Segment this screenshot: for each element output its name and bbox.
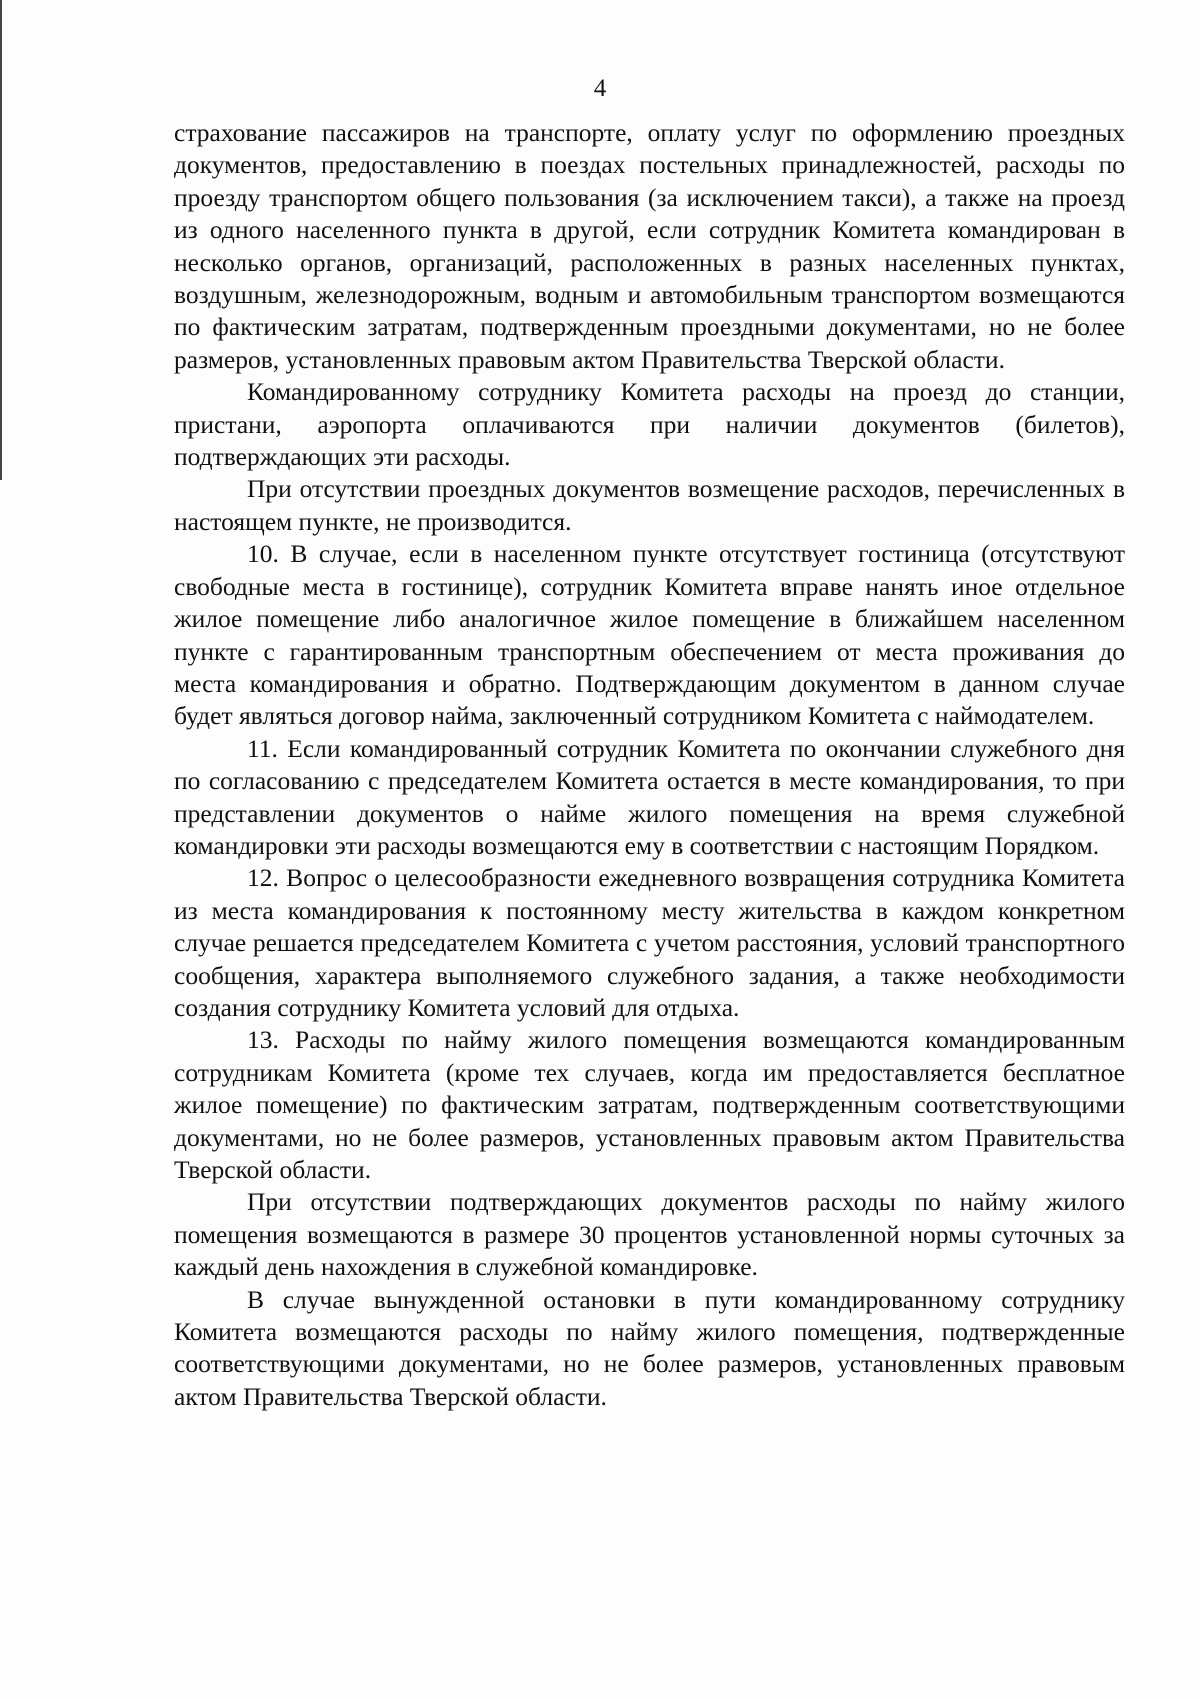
document-body <box>174 117 1125 1413</box>
scan-edge-line <box>0 0 2 480</box>
paragraph-station-travel: Командированному сотруднику Комитета расходы на проезд до станции, пристани, аэропорта оплачиваются при наличии документов (билетов), подтверждающих эти расходы. <box>174 377 1125 472</box>
paragraph-transport-expenses: страхование пассажиров на транспорте, оплату услуг по оформлению проездных документов, предоставлению в поездах постельных принадлежностей, расходы по проезду транспортом общего пользования (за исключением такси), а также на проезд из одного населенного пункта в другой, если сотрудник Комитета командирован в несколько органов, организаций, расположенных в разных населенных пунктах, воздушным, железнодорожным, водным и автомобильным транспортом возмещаются по фактическим затратам, подтвержденным проездными документами, но не более размеров, установленных правовым актом Правительства Тверской области. <box>174 118 1125 374</box>
paragraph-no-documents: При отсутствии проездных документов возмещение расходов, перечисленных в настоящем пункте, не производится. <box>174 474 1125 536</box>
paragraph-item-11: 11. Если командированный сотрудник Комитета по окончании служебного дня по согласованию с председателем Комитета остается в месте командирования, то при представлении документов о найме жилого помещения на время служебной командировки эти расходы возмещаются ему в соответствии с настоящим Порядком. <box>174 733 1125 860</box>
paragraph-forced-stop: В случае вынужденной остановки в пути командированному сотруднику Комитета возмещаются расходы по найму жилого помещения, подтвержденные соответствующими документами, но не более размеров, установленных правовым актом Правительства Тверской области. <box>174 1284 1125 1411</box>
paragraph-item-10: 10. В случае, если в населенном пункте отсутствует гостиница (отсутствуют свободные места в гостинице), сотрудник Комитета вправе нанять иное отдельное жилое помещение либо аналогичное жилое помещение в ближайшем населенном пункте с гарантированным транспортным обеспечением от места проживания до места командирования и обратно. Подтверждающим документом в данном случае будет являться договор найма, заключенный сотрудником Комитета с наймодателем. <box>174 539 1125 731</box>
page-number: 4 <box>593 75 607 102</box>
paragraph-item-12: 12. Вопрос о целесообразности ежедневного возвращения сотрудника Комитета из места командирования к постоянному месту жительства в каждом конкретном случае решается председателем Комитета с учетом расстояния, условий транспортного сообщения, характера выполняемого служебного задания, а также необходимости создания сотруднику Комитета условий для отдыха. <box>174 863 1125 1022</box>
paragraph-no-confirming-documents: При отсутствии подтверждающих документов расходы по найму жилого помещения возмещаются в размере 30 процентов установленной нормы суточных за каждый день нахождения в служебной командировке. <box>174 1187 1125 1282</box>
paragraph-item-13: 13. Расходы по найму жилого помещения возмещаются командированным сотрудникам Комитета (кроме тех случаев, когда им предоставляется бесплатное жилое помещение) по фактическим затратам, подтвержденным соответствующими документами, но не более размеров, установленных правовым актом Правительства Тверской области. <box>174 1025 1125 1184</box>
